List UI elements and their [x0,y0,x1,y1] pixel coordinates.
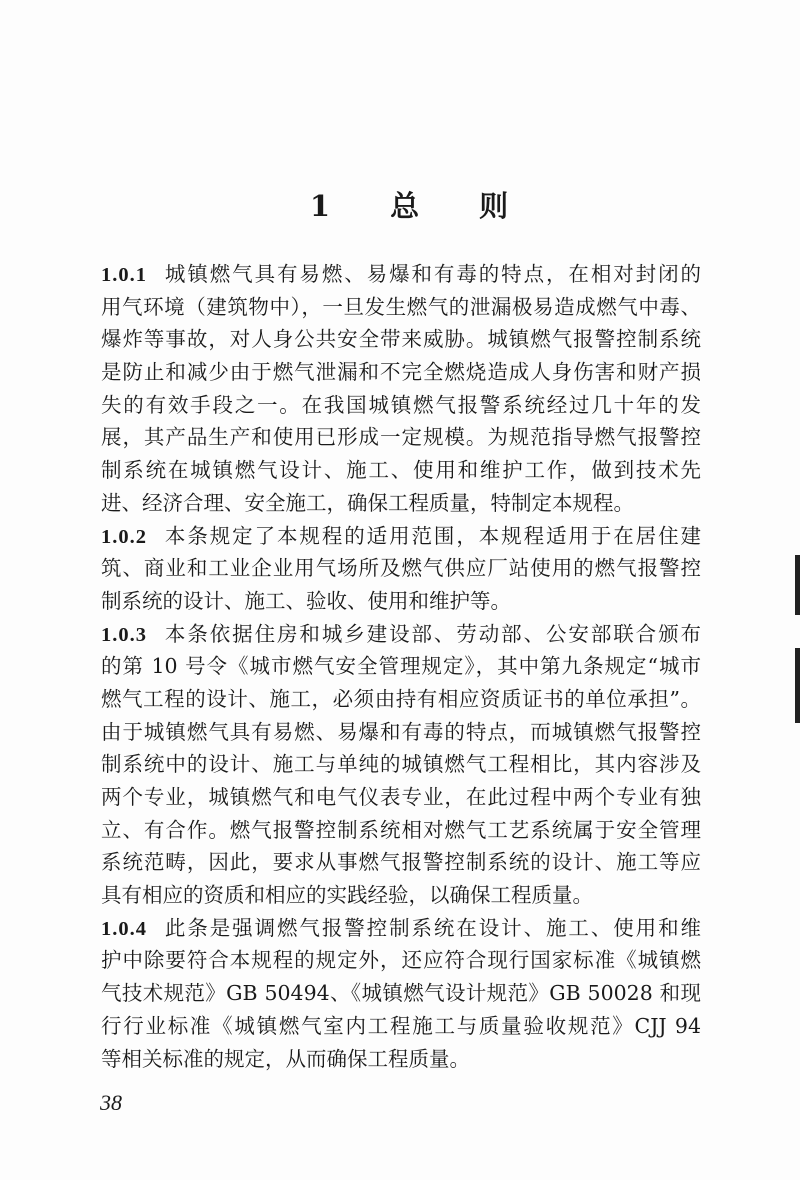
scan-edge-mark [795,555,800,615]
clause-first-line [101,520,701,553]
clause-line [101,814,701,847]
clause-line [101,1043,701,1076]
clause-text: 是防止和减少由于燃气泄漏和不完全燃烧造成人身伤害和财产损 [101,360,701,385]
clause-line [101,454,701,487]
clause-number: 1.0.4 [101,917,147,940]
clause-line [101,748,701,781]
clause-text: 制系统中的设计、施工与单纯的城镇燃气工程相比，其内容涉及 [101,752,701,777]
chapter-title-word: 总 [390,189,422,223]
clause-first-line [101,258,701,291]
clause-line [101,291,701,324]
clause-line [101,846,701,879]
clause-text: 气技术规范》GB 50494、《城镇燃气设计规范》GB 50028 和现 [101,981,701,1006]
clause-text: 此条是强调燃气报警控制系统在设计、施工、使用和维 [163,915,701,940]
chapter-number: 1 [309,189,333,223]
chapter-title-word: 则 [479,189,511,223]
clause-number: 1.0.1 [101,264,147,286]
clause-line [101,650,701,683]
clause-number: 1.0.3 [101,623,147,646]
clause-text: 等相关标准的规定，从而确保工程质量。 [101,1046,470,1071]
clause-text: 护中除要符合本规程的规定外，还应符合现行国家标准《城镇燃 [101,948,701,973]
clause-line [101,716,701,749]
clause-text: 城镇燃气具有易燃、易爆和有毒的特点，在相对封闭的 [163,262,701,286]
clause-text: 立、有合作。燃气报警控制系统相对燃气工艺系统属于安全管理 [101,817,701,842]
clause-text: 具有相应的资质和相应的实践经验，以确保工程质量。 [101,883,593,908]
clause-text: 由于城镇燃气具有易燃、易爆和有毒的特点，而城镇燃气报警控 [101,719,701,744]
clause-number: 1.0.2 [101,525,147,548]
clause-text: 用气环境（建筑物中），一旦发生燃气的泄漏极易造成燃气中毒、 [101,294,701,319]
clause-text: 制系统的设计、施工、验收、使用和维护等。 [101,588,511,613]
chapter-title [0,184,800,225]
clause-line [101,356,701,389]
clause-line [101,781,701,814]
scan-edge-mark [795,648,800,723]
clause-line [101,944,701,977]
clause-line [101,585,701,618]
clause-first-line [101,912,701,945]
clause-line [101,683,701,716]
clause-line [101,1010,701,1043]
clause-text: 两个专业，城镇燃气和电气仪表专业，在此过程中两个专业有独 [101,785,701,809]
clause-text: 行行业标准《城镇燃气室内工程施工与质量验收规范》CJJ 94 [101,1013,701,1038]
clause-text: 燃气工程的设计、施工，必须由持有相应资质证书的单位承担”。 [101,686,701,711]
clause-text: 系统范畴，因此，要求从事燃气报警控制系统的设计、施工等应 [101,850,701,875]
clause-text: 本条依据住房和城乡建设部、劳动部、公安部联合颁布 [163,621,701,646]
clause-line [101,323,701,356]
page-number: 38 [100,1090,122,1115]
clause-text: 爆炸等事故，对人身公共安全带来威胁。城镇燃气报警控制系统 [101,327,701,352]
clause-line [101,552,701,585]
clause-text: 展，其产品生产和使用已形成一定规模。为规范指导燃气报警控 [101,425,701,450]
clause-line [101,389,701,422]
clause-line [101,879,701,912]
clause-text: 的第 10 号令《城市燃气安全管理规定》，其中第九条规定“城市 [101,654,701,679]
clause-line [101,977,701,1010]
clause-line [101,487,701,520]
clause-text: 本条规定了本规程的适用范围，本规程适用于在居住建 [163,523,701,548]
document-body [101,258,701,1075]
clause-text: 失的有效手段之一。在我国城镇燃气报警系统经过几十年的发 [101,392,701,417]
clause-text: 制系统在城镇燃气设计、施工、使用和维护工作，做到技术先 [101,458,701,483]
clause-text: 进、经济合理、安全施工，确保工程质量，特制定本规程。 [101,490,634,515]
clause-line [101,421,701,454]
clause-text: 筑、商业和工业企业用气场所及燃气供应厂站使用的燃气报警控 [101,556,701,581]
clause-first-line [101,618,701,651]
